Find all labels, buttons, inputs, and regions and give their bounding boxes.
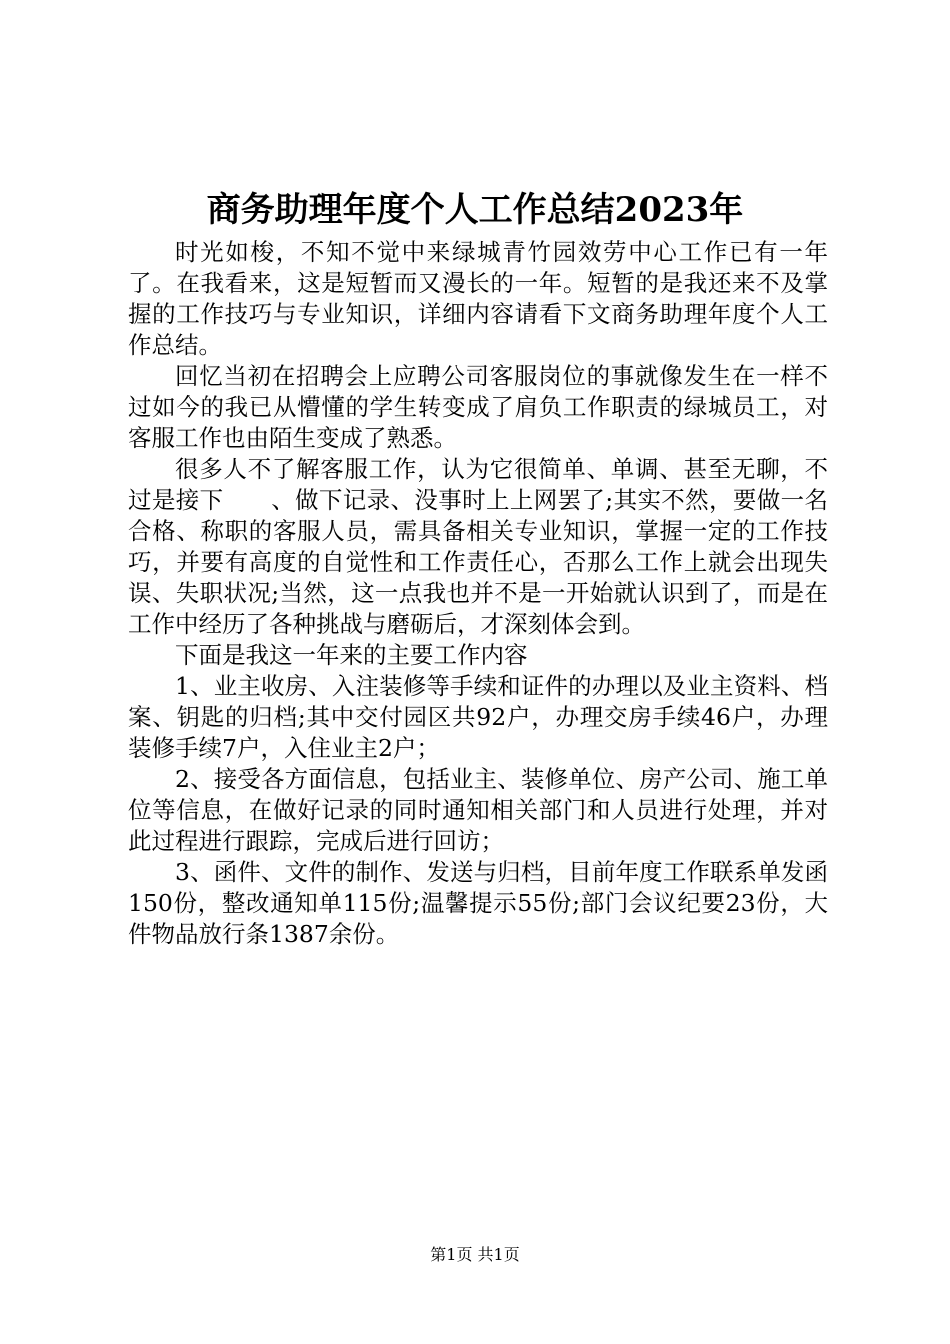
- document-body: [128, 237, 828, 950]
- paragraph: 下面是我这一年来的主要工作内容: [175, 641, 528, 669]
- list-item: 3、函件、文件的制作、发送与归档，目前年度工作联系单发函150份，整改通知单115份;温馨提示55份;部门会议纪要23份，大件物品放行条1387余份。: [128, 858, 828, 948]
- paragraph: 很多人不了解客服工作，认为它很简单、单调、甚至无聊，不过是接下 、做下记录、没事时上上网罢了;其实不然，要做一名合格、称职的客服人员，需具备相关专业知识，掌握一定的工作技巧，并要有高度的自觉性和工作责任心，否那么工作上就会出现失误、失职状况;当然，这一点我也并不是一开始就认识到了，而是在工作中经历了各种挑战与磨砺后，才深刻体会到。: [128, 455, 828, 638]
- paragraph: 回忆当初在招聘会上应聘公司客服岗位的事就像发生在一样不过如今的我已从懵懂的学生转变成了肩负工作职责的绿城员工，对客服工作也由陌生变成了熟悉。: [128, 362, 828, 452]
- page-footer: 第1页 共1页: [430, 1245, 520, 1264]
- document-title: 商务助理年度个人工作总结2023年: [206, 190, 744, 230]
- list-item: 2、接受各方面信息，包括业主、装修单位、房产公司、施工单位等信息，在做好记录的同时通知相关部门和人员进行处理，并对此过程进行跟踪，完成后进行回访；: [128, 765, 828, 855]
- paragraph: 时光如梭，不知不觉中来绿城青竹园效劳中心工作已有一年了。在我看来，这是短暂而又漫长的一年。短暂的是我还来不及掌握的工作技巧与专业知识，详细内容请看下文商务助理年度个人工作总结。: [128, 238, 828, 359]
- list-item: 1、业主收房、入注装修等手续和证件的办理以及业主资料、档案、钥匙的归档;其中交付园区共92户，办理交房手续46户，办理装修手续7户，入住业主2户；: [128, 672, 828, 762]
